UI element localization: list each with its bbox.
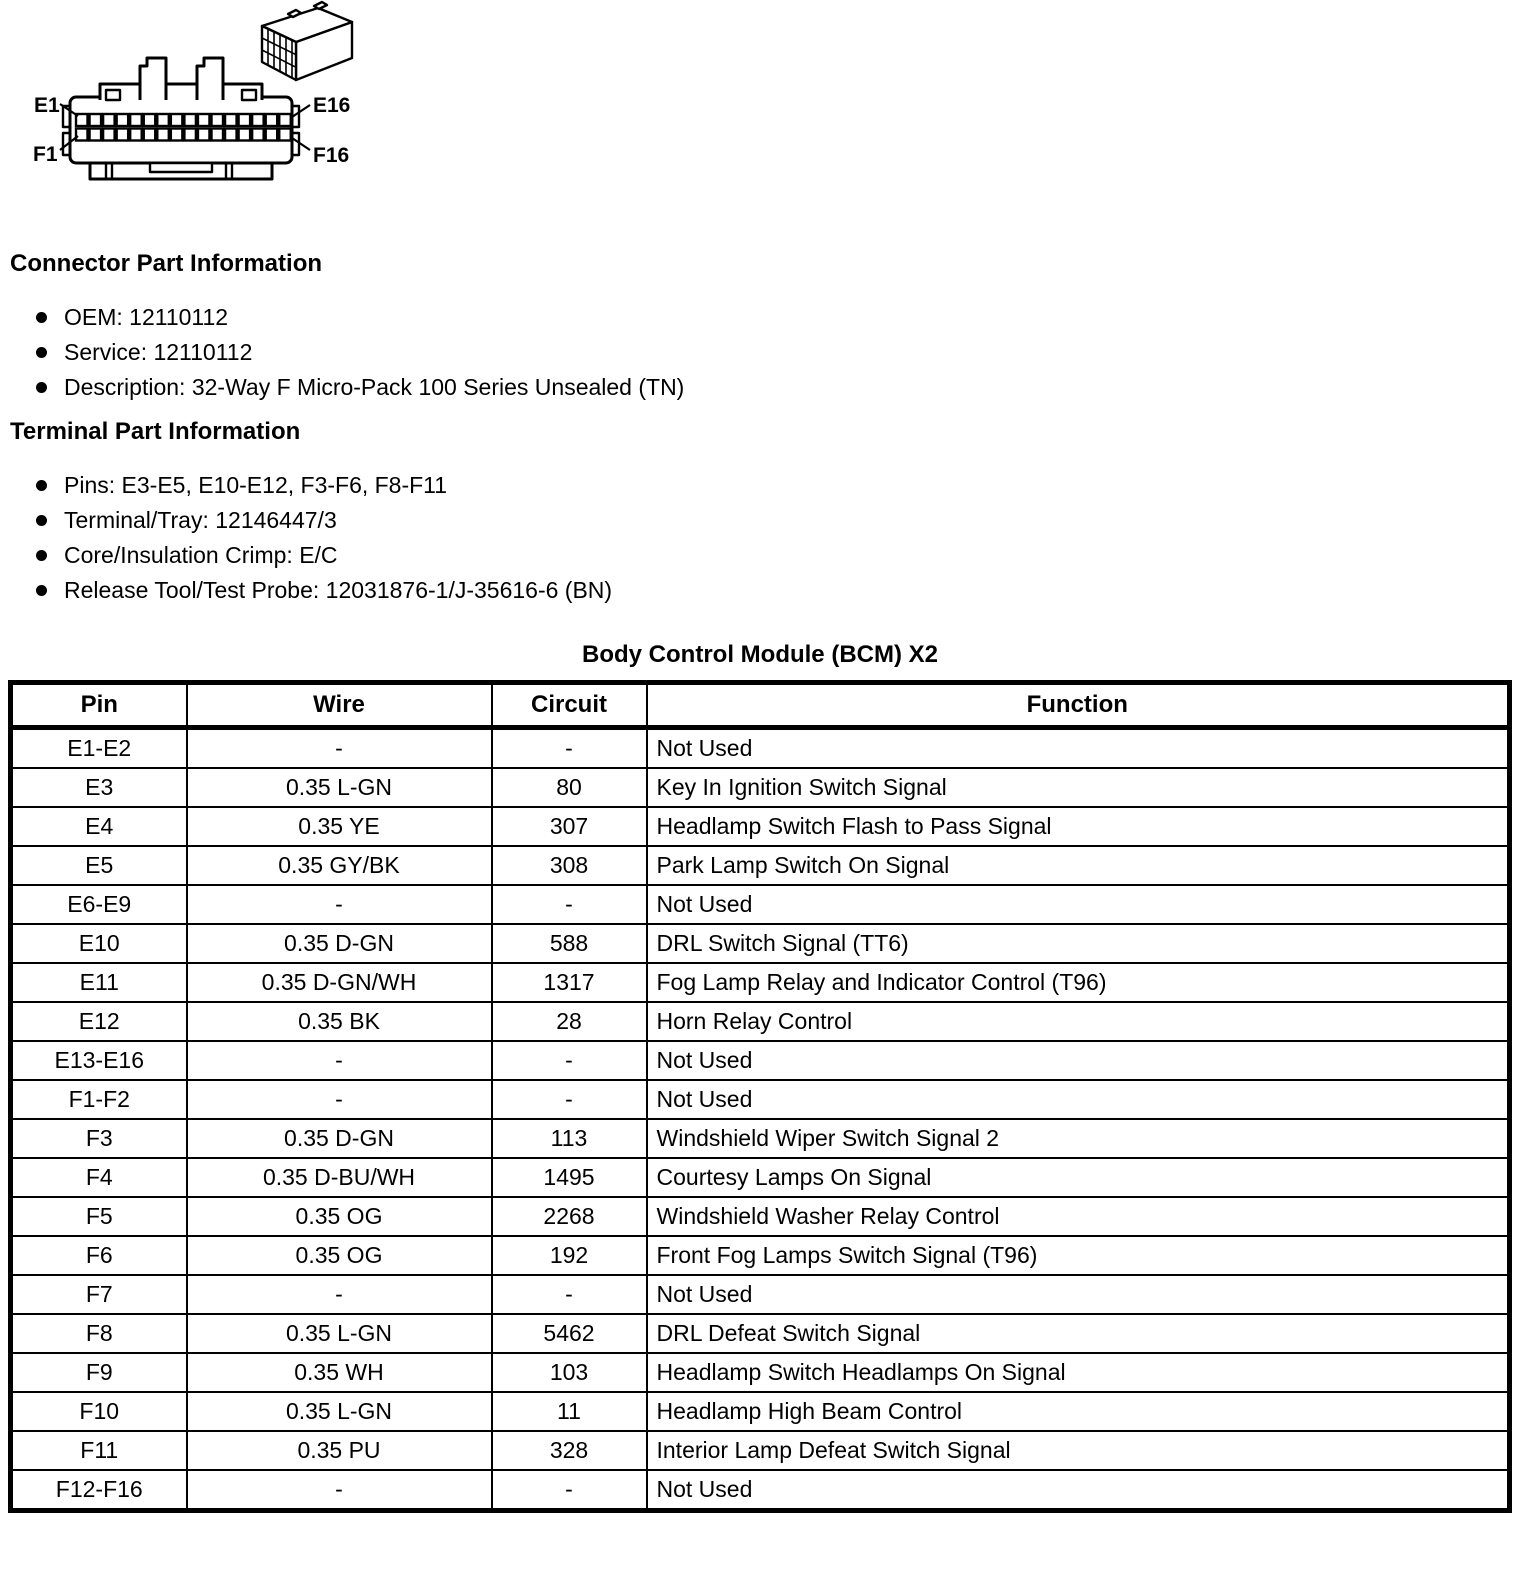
circuit-cell: -	[492, 1041, 647, 1080]
circuit-cell: -	[492, 728, 647, 769]
wire-cell: -	[187, 1041, 492, 1080]
list-item-text: OEM: 12110112	[64, 304, 229, 330]
table-row	[11, 768, 1510, 807]
pin-cell: F5	[11, 1197, 187, 1236]
function-cell: Interior Lamp Defeat Switch Signal	[647, 1431, 1510, 1470]
wire-cell: 0.35 BK	[187, 1002, 492, 1041]
circuit-cell: 1317	[492, 963, 647, 1002]
wire-cell: 0.35 L-GN	[187, 1392, 492, 1431]
bullet-icon	[36, 312, 47, 323]
table-row	[11, 963, 1510, 1002]
table-row	[11, 1353, 1510, 1392]
bullet-icon	[36, 550, 47, 561]
pin-cell: F7	[11, 1275, 187, 1314]
wire-cell: -	[187, 885, 492, 924]
list-item	[30, 507, 612, 542]
function-cell: Headlamp Switch Flash to Pass Signal	[647, 807, 1510, 846]
wire-cell: 0.35 D-GN/WH	[187, 963, 492, 1002]
wire-cell: 0.35 YE	[187, 807, 492, 846]
function-cell: Not Used	[647, 1080, 1510, 1119]
table-row	[11, 1158, 1510, 1197]
column-header-function: Function	[647, 683, 1510, 728]
wire-cell: -	[187, 1080, 492, 1119]
table-row	[11, 1080, 1510, 1119]
wire-cell: 0.35 L-GN	[187, 1314, 492, 1353]
pin-label-e16: E16	[313, 94, 351, 117]
pin-cell: E13-E16	[11, 1041, 187, 1080]
list-item	[30, 339, 684, 374]
pin-cell: F11	[11, 1431, 187, 1470]
table-row	[11, 1470, 1510, 1511]
function-cell: Not Used	[647, 1470, 1510, 1511]
terminal-part-heading: Terminal Part Information	[10, 418, 301, 445]
function-cell: Not Used	[647, 885, 1510, 924]
function-cell: Not Used	[647, 1041, 1510, 1080]
column-header-pin: Pin	[11, 683, 187, 728]
list-item-text: Release Tool/Test Probe: 12031876-1/J-35616-6 (BN)	[64, 577, 613, 603]
circuit-cell: 28	[492, 1002, 647, 1041]
table-row	[11, 1041, 1510, 1080]
list-item-text: Terminal/Tray: 12146447/3	[64, 507, 337, 533]
function-cell: Horn Relay Control	[647, 1002, 1510, 1041]
circuit-cell: 11	[492, 1392, 647, 1431]
pin-cell: E6-E9	[11, 885, 187, 924]
pin-cell: F6	[11, 1236, 187, 1275]
circuit-cell: -	[492, 885, 647, 924]
table-row	[11, 807, 1510, 846]
list-item	[30, 374, 684, 409]
list-item	[30, 472, 612, 507]
pin-cell: F3	[11, 1119, 187, 1158]
circuit-cell: 308	[492, 846, 647, 885]
wire-cell: 0.35 WH	[187, 1353, 492, 1392]
connector-3d-view	[262, 2, 352, 80]
circuit-cell: 192	[492, 1236, 647, 1275]
circuit-cell: -	[492, 1470, 647, 1511]
connector-part-list	[30, 304, 684, 409]
table-row	[11, 1236, 1510, 1275]
table-header-row	[11, 683, 1510, 728]
table-row	[11, 846, 1510, 885]
function-cell: Not Used	[647, 1275, 1510, 1314]
pin-cell: F1-F2	[11, 1080, 187, 1119]
table-row	[11, 1392, 1510, 1431]
pin-label-e1: E1	[34, 94, 60, 117]
function-cell: Fog Lamp Relay and Indicator Control (T96)	[647, 963, 1510, 1002]
pin-cell: F8	[11, 1314, 187, 1353]
table-row	[11, 1002, 1510, 1041]
table-title: Body Control Module (BCM) X2	[582, 641, 938, 668]
table-row	[11, 1275, 1510, 1314]
wire-cell: 0.35 GY/BK	[187, 846, 492, 885]
pinout-table-body	[11, 728, 1510, 1511]
connector-part-heading: Connector Part Information	[10, 250, 323, 277]
function-cell: Windshield Wiper Switch Signal 2	[647, 1119, 1510, 1158]
circuit-cell: 5462	[492, 1314, 647, 1353]
list-item	[30, 304, 684, 339]
bullet-icon	[36, 382, 47, 393]
connector-diagram	[0, 0, 380, 200]
function-cell: DRL Switch Signal (TT6)	[647, 924, 1510, 963]
wire-cell: 0.35 OG	[187, 1197, 492, 1236]
list-item-text: Service: 12110112	[64, 339, 253, 365]
table-row	[11, 1119, 1510, 1158]
pin-cell: E10	[11, 924, 187, 963]
pin-cell: E11	[11, 963, 187, 1002]
wire-cell: -	[187, 1275, 492, 1314]
wire-cell: 0.35 OG	[187, 1236, 492, 1275]
circuit-cell: 113	[492, 1119, 647, 1158]
function-cell: Courtesy Lamps On Signal	[647, 1158, 1510, 1197]
pin-cell: F4	[11, 1158, 187, 1197]
pin-cell: F9	[11, 1353, 187, 1392]
table-row	[11, 1197, 1510, 1236]
pin-cell: E4	[11, 807, 187, 846]
function-cell: DRL Defeat Switch Signal	[647, 1314, 1510, 1353]
list-item-text: Core/Insulation Crimp: E/C	[64, 542, 338, 568]
function-cell: Windshield Washer Relay Control	[647, 1197, 1510, 1236]
terminal-part-list	[30, 472, 612, 612]
pin-cell: F10	[11, 1392, 187, 1431]
list-item	[30, 542, 612, 577]
circuit-cell: -	[492, 1080, 647, 1119]
pin-label-f1: F1	[33, 143, 58, 166]
circuit-cell: 2268	[492, 1197, 647, 1236]
circuit-cell: 1495	[492, 1158, 647, 1197]
list-item-text: Description: 32-Way F Micro-Pack 100 Series Unsealed (TN)	[64, 374, 685, 400]
function-cell: Front Fog Lamps Switch Signal (T96)	[647, 1236, 1510, 1275]
circuit-cell: -	[492, 1275, 647, 1314]
bullet-icon	[36, 515, 47, 526]
function-cell: Key In Ignition Switch Signal	[647, 768, 1510, 807]
column-header-circuit: Circuit	[492, 683, 647, 728]
column-header-wire: Wire	[187, 683, 492, 728]
function-cell: Park Lamp Switch On Signal	[647, 846, 1510, 885]
wire-cell: -	[187, 728, 492, 769]
circuit-cell: 588	[492, 924, 647, 963]
function-cell: Not Used	[647, 728, 1510, 769]
bullet-icon	[36, 585, 47, 596]
bullet-icon	[36, 480, 47, 491]
bullet-icon	[36, 347, 47, 358]
function-cell: Headlamp High Beam Control	[647, 1392, 1510, 1431]
pin-cell: E1-E2	[11, 728, 187, 769]
circuit-cell: 103	[492, 1353, 647, 1392]
circuit-cell: 307	[492, 807, 647, 846]
pinout-table	[8, 680, 1512, 1513]
circuit-cell: 80	[492, 768, 647, 807]
wire-cell: 0.35 D-GN	[187, 924, 492, 963]
pin-label-f16: F16	[313, 144, 350, 167]
wire-cell: 0.35 D-BU/WH	[187, 1158, 492, 1197]
wire-cell: 0.35 L-GN	[187, 768, 492, 807]
pin-cell: E5	[11, 846, 187, 885]
table-row	[11, 924, 1510, 963]
pin-cell: F12-F16	[11, 1470, 187, 1511]
pin-cell: E3	[11, 768, 187, 807]
table-row	[11, 728, 1510, 769]
table-row	[11, 1431, 1510, 1470]
wire-cell: 0.35 PU	[187, 1431, 492, 1470]
wire-cell: 0.35 D-GN	[187, 1119, 492, 1158]
function-cell: Headlamp Switch Headlamps On Signal	[647, 1353, 1510, 1392]
wire-cell: -	[187, 1470, 492, 1511]
circuit-cell: 328	[492, 1431, 647, 1470]
table-row	[11, 1314, 1510, 1353]
list-item	[30, 577, 612, 612]
list-item-text: Pins: E3-E5, E10-E12, F3-F6, F8-F11	[64, 472, 448, 498]
pin-cell: E12	[11, 1002, 187, 1041]
table-row	[11, 885, 1510, 924]
